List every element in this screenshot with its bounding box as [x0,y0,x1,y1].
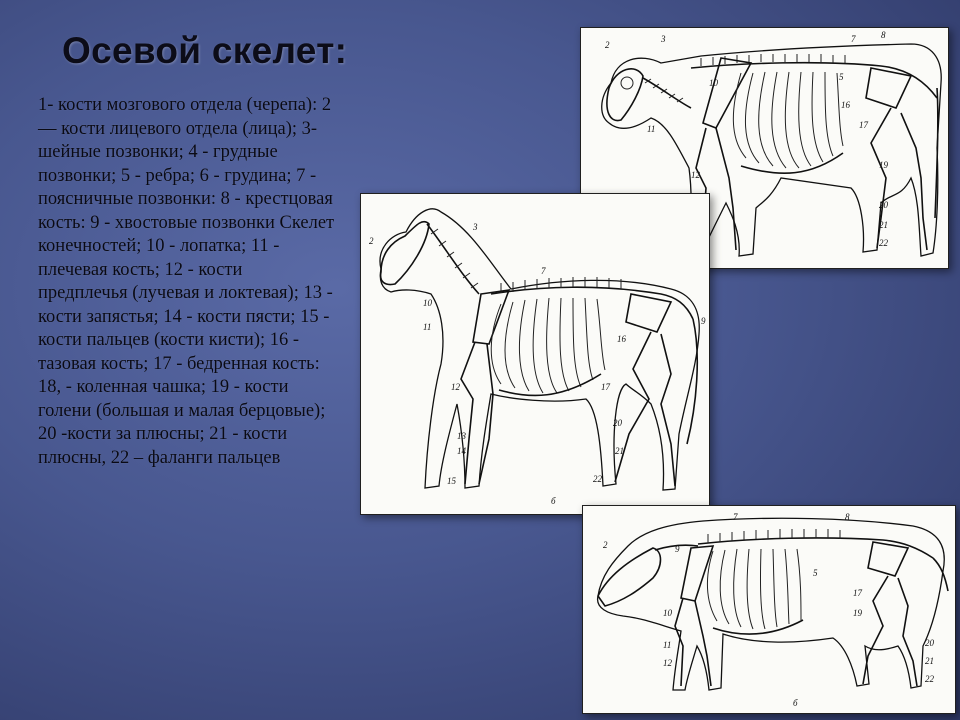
cow-label-12: 12 [691,170,700,180]
pig-label-2: 2 [603,540,608,550]
slide-title: Осевой скелет: [62,30,348,71]
pig-label-10: 9 [675,544,680,554]
pig-label-22: 22 [925,674,934,684]
cow-label-17: 17 [859,120,868,130]
horse-label-9: 9 [701,316,706,326]
pig-label-19: 19 [853,608,862,618]
cow-label-16: 16 [841,100,850,110]
pig-skeleton-figure [582,505,956,714]
horse-skeleton-figure [360,193,710,515]
slide-body-text: 1- кости мозгового отдела (черепа): 2— кости лицевого отдела (лица); 3- шейные позвонки; 4 - грудные позвонки; 5 - ребра; 6 - грудина; 7 - поясничные позвонки: 8 - крестцовая кость: 9 - хвостовые позвонки Скелет конечностей; 10 - лопатка; 11 - плечевая кость; 12 - кости предплечья (лучевая и локтевая); 13 - кости запястья; 14 - кости пясти; 15 - кости пальцев (кости кисти); 16 - тазовая кость; 17 - бедренная кость: 18, - коленная чашка; 19 - кости голени (большая и малая берцовые); 20 -кости за плюсны; 21 - кости плюсны, 22 – фаланги пальцев [38,95,335,468]
horse-label-12: 12 [451,382,460,392]
horse-label-17: 17 [601,382,610,392]
horse-label-22: 22 [593,474,602,484]
horse-label-11: 11 [423,322,432,332]
pig-skeleton-drawing [583,506,955,713]
horse-label-20: 20 [613,418,622,428]
cow-label-8: 8 [881,30,886,40]
horse-label-b: б [551,496,556,506]
cow-label-22: 22 [879,238,888,248]
horse-label-7: 7 [541,266,546,276]
cow-label-10: 10 [709,78,718,88]
pig-label-5: 5 [813,568,818,578]
pig-label-7: 7 [733,512,738,522]
cow-label-7: 7 [851,34,856,44]
pig-label-21: 21 [925,656,934,666]
cow-label-21: 21 [879,220,888,230]
cow-label-5: 5 [839,72,844,82]
cow-label-20: 20 [879,200,888,210]
cow-label-2: 2 [605,40,610,50]
pig-label-8: 8 [845,512,850,522]
pig-label-17: 17 [853,588,862,598]
horse-label-2: 2 [369,236,374,246]
horse-skeleton-drawing [361,194,709,514]
horse-label-21: 21 [615,446,624,456]
horse-label-13: 13 [457,431,466,441]
cow-label-11: 11 [647,124,656,134]
pig-label-20: 20 [925,638,934,648]
pig-label-11: 10 [663,608,672,618]
pig-label-b: б [793,698,798,708]
horse-label-14: 14 [457,446,466,456]
horse-label-3: 3 [473,222,478,232]
pig-label-13: 12 [663,658,672,668]
horse-label-10: 10 [423,298,432,308]
horse-label-15: 15 [447,476,456,486]
cow-label-19: 19 [879,160,888,170]
pig-label-12: 11 [663,640,672,650]
cow-label-3: 3 [661,34,666,44]
horse-label-16: 16 [617,334,626,344]
